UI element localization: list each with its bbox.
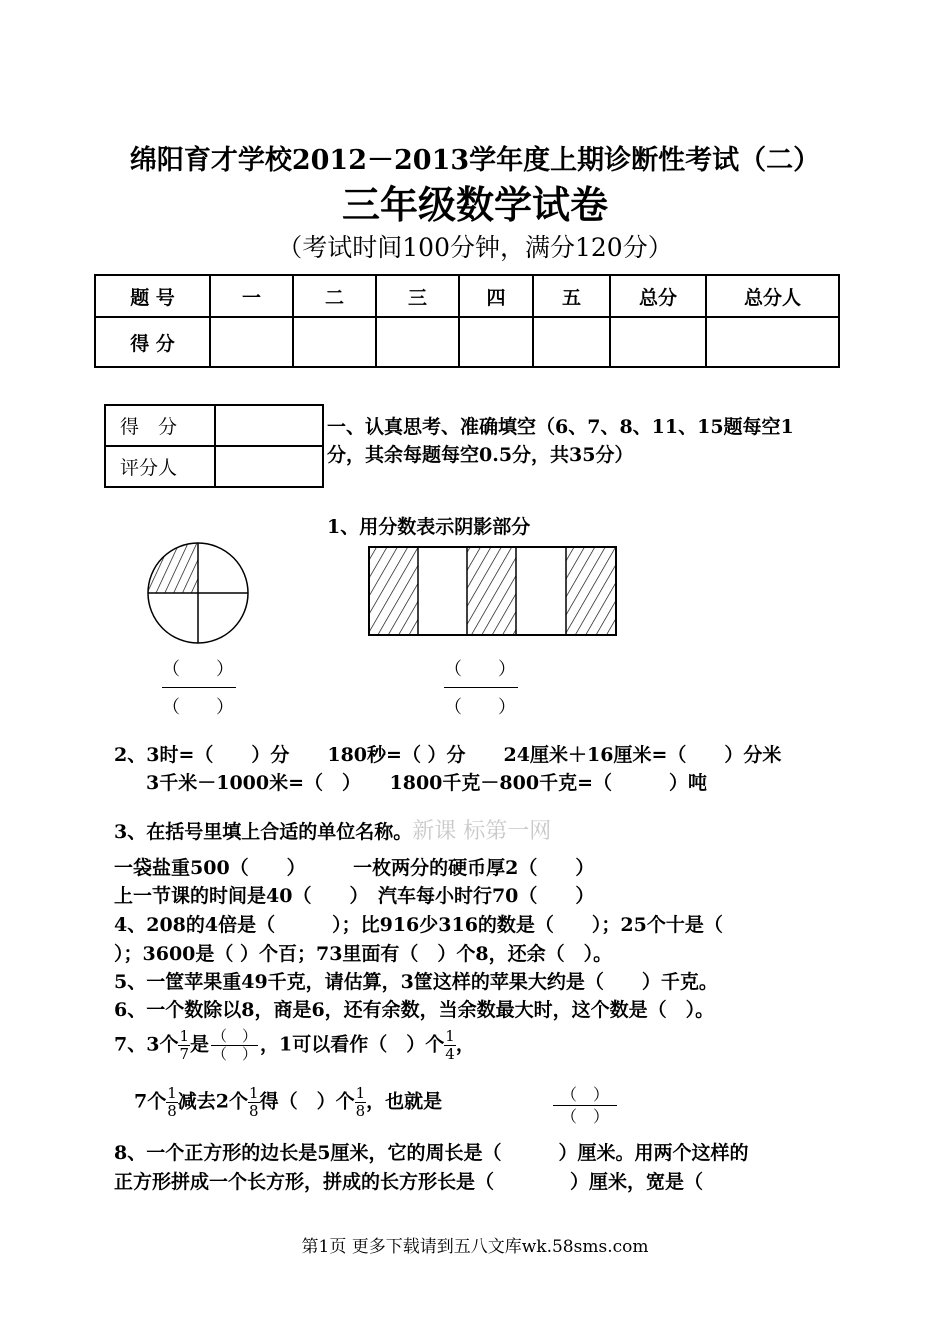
q7-line2 [134,1085,442,1120]
section1-heading-cont: 分，其余每题每空0.5分，共35分） [327,444,634,466]
answer-denominator-blank[interactable]: （ ） [444,697,516,718]
q7-text: 7、3个 [114,1033,179,1056]
denominator-blank[interactable]: （ ） [560,1107,609,1126]
q8-line2: 正方形拼成一个长方形，拼成的长方形长是（ ）厘米，宽是（ [114,1171,704,1193]
q4-line1: 4、208的4倍是（ ）；比916少316的数是（ ）；25个十是（ [114,914,723,936]
q6-text: 6、一个数除以8，商是6，还有余数，当余数最大时，这个数是（ ）。 [114,999,715,1021]
denominator-blank[interactable]: （ ） [212,1045,258,1063]
q3-line1: 一袋盐重500（ ） 一枚两分的硬币厚2（ ） [114,857,595,879]
q7-text: ，1可以看作（ ）个 [260,1033,445,1056]
q7-text: ， [455,1033,475,1056]
denominator: 8 [355,1102,366,1120]
score-header-cell: 四 [459,275,533,317]
grader-name-label: 评分人 [105,446,215,487]
score-header-cell: 题 号 [95,275,210,317]
score-table [94,274,840,368]
score-header-cell: 总分人 [706,275,839,317]
q7-text: 7个 [134,1090,167,1113]
q7-line1 [114,1028,475,1063]
watermark: 新课 标第一网 [412,819,552,844]
score-cell[interactable] [459,317,533,367]
numerator: 1 [167,1084,177,1102]
score-cell[interactable] [376,317,459,367]
school-exam-title: 绵阳育才学校2012－2013学年度上期诊断性考试（二） [129,145,821,176]
answer-numerator-blank[interactable]: （ ） [162,659,234,680]
q3-line2: 上一节课的时间是40（ ） 汽车每小时行70（ ） [114,885,595,907]
q8-line1: 8、一个正方形的边长是5厘米，它的周长是（ ）厘米。用两个这样的 [114,1142,749,1164]
answer-numerator-blank[interactable]: （ ） [444,659,516,680]
score-cell[interactable] [293,317,376,367]
fraction-one-eighth [248,1085,260,1120]
numerator: 1 [355,1084,366,1102]
q4-line2: ）；3600是（ ）个百；73里面有（ ）个8，还余（ ）。 [114,943,613,965]
score-row-label: 得 分 [95,317,210,367]
grader-score-label: 得 分 [105,405,215,446]
numerator: 1 [249,1084,259,1102]
q7-text: ，也就是 [366,1090,443,1113]
q2-line1: 2、3时=（ ）分 180秒=（ ）分 24厘米＋16厘米=（ ）分米 [114,744,782,766]
numerator: 1 [445,1027,455,1045]
grader-name-cell[interactable] [215,446,323,487]
q7-text: 减去2个 [177,1090,249,1113]
numerator-blank[interactable]: （ ） [553,1085,617,1106]
score-cell[interactable] [706,317,839,367]
score-cell[interactable] [210,317,293,367]
fraction-one-fourth [444,1028,456,1063]
denominator: 8 [167,1102,177,1120]
score-header-cell: 一 [210,275,293,317]
score-cell[interactable] [610,317,706,367]
numerator: 1 [179,1027,189,1045]
numerator-blank[interactable]: （ ） [212,1027,258,1045]
page-footer: 第1页 更多下载请到五八文库wk.58sms.com [301,1237,649,1257]
fraction-bar [444,687,518,688]
fraction-blank[interactable] [553,1085,617,1128]
score-header-cell: 五 [533,275,610,317]
denominator: 8 [249,1102,259,1120]
q2-line2: 3千米－1000米=（ ） 1800千克－800千克=（ ）吨 [146,772,707,794]
rectangle-fraction-figure [367,545,618,637]
answer-denominator-blank[interactable]: （ ） [162,697,234,718]
grader-score-cell[interactable] [215,405,323,446]
paper-title: 三年级数学试卷 [341,182,608,227]
q7-text: 是 [190,1033,210,1056]
fraction-one-seventh [178,1028,190,1063]
q7-text: 得（ ）个 [259,1090,355,1113]
score-header-cell: 二 [293,275,376,317]
fraction-bar [162,687,236,688]
score-header-cell: 总分 [610,275,706,317]
fraction-one-eighth [355,1085,367,1120]
q3-row [114,814,551,845]
score-cell[interactable] [533,317,610,367]
fraction-blank[interactable] [211,1028,258,1063]
section1-heading: 一、认真思考、准确填空（6、7、8、11、15题每空1 [327,416,794,438]
q1-text: 1、用分数表示阴影部分 [327,516,531,538]
fraction-one-eighth [166,1085,178,1120]
exam-info: （考试时间100分钟，满分120分） [277,233,673,262]
grader-box [104,404,324,488]
q5-text: 5、一筐苹果重49千克，请估算，3筐这样的苹果大约是（ ）千克。 [114,971,718,993]
denominator: 4 [445,1045,455,1063]
denominator: 7 [179,1045,189,1063]
score-header-cell: 三 [376,275,459,317]
circle-fraction-figure [145,540,253,648]
q3-text: 3、在括号里填上合适的单位名称。 [114,821,413,843]
